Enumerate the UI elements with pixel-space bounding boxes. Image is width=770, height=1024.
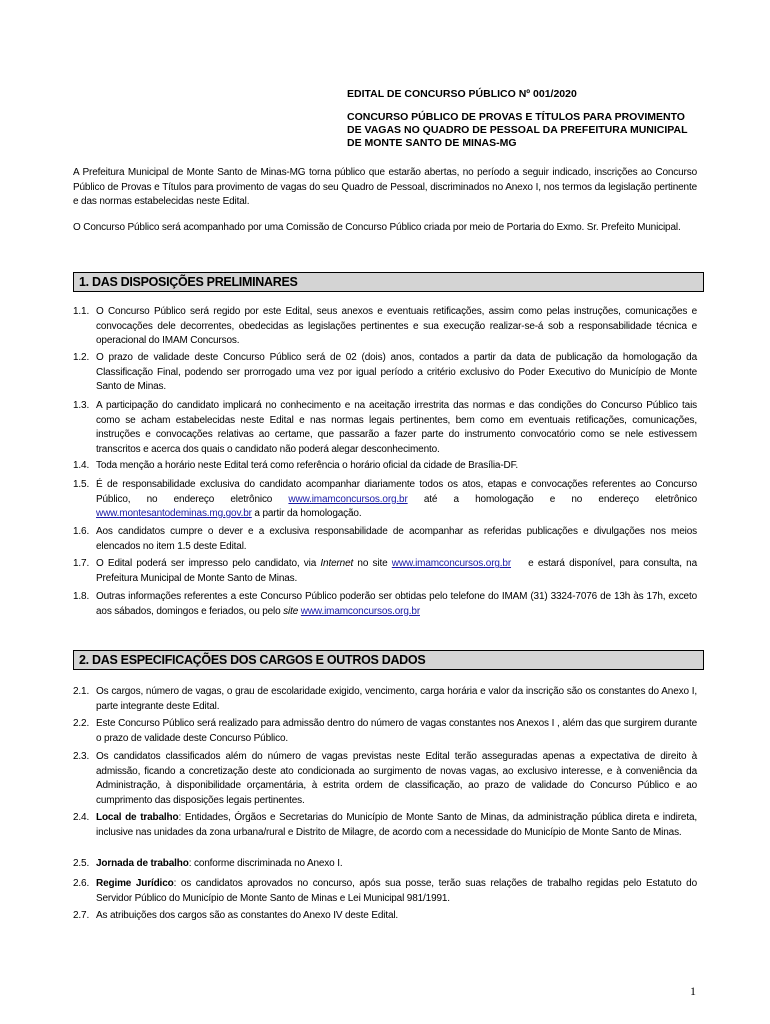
- item-text: [96, 811, 697, 840]
- item-text: As atribuições dos cargos são as constantes do Anexo IV deste Edital.: [96, 910, 399, 921]
- item-2-6: [73, 877, 697, 906]
- section-2-heading: [73, 650, 704, 670]
- intro-paragraph-1: A Prefeitura Municipal de Monte Santo de Minas-MG torna público que estarão abertas, no período a seguir indicado, inscrições ao Concurso Público de Provas e Títulos para provimento de vagas do seu Quadro de Pessoal, discriminados no Anexo I, nos termos da legislação pertinente e das normas estabelecidas neste Edital.: [73, 167, 697, 207]
- item-text: [96, 557, 700, 586]
- item-text: Os cargos, número de vagas, o grau de escolaridade exigido, vencimento, carga horária e valor da inscrição são os constantes do Anexo I, parte integrante deste Edital.: [96, 686, 697, 712]
- section-1-heading: [73, 272, 704, 292]
- item-text: [96, 857, 697, 872]
- item-2-7: [73, 909, 697, 924]
- item-number: 1.4.: [73, 460, 90, 471]
- item-number: 1.3.: [73, 400, 90, 411]
- item-text-part: O Edital poderá ser impresso pelo candidato, via: [96, 558, 321, 569]
- item-number: 1.8.: [73, 591, 90, 602]
- item-2-3: [73, 750, 697, 808]
- item-1-1: [73, 305, 697, 349]
- item-number: 1.1.: [73, 306, 90, 317]
- item-text: O prazo de validade deste Concurso Público será de 02 (dois) anos, contados a partir da data de publicação da homologação da Classificação Final, podendo ser prorrogado uma vez por igual período a critério exclusivo do Poder Executivo do Município de Monte Santo de Minas.: [96, 352, 697, 392]
- edital-subtitle-line-2: DE VAGAS NO QUADRO DE PESSOAL DA PREFEITURA MUNICIPAL: [347, 124, 688, 136]
- item-text-part: a partir da homologação.: [251, 508, 362, 519]
- item-text-italic: site: [283, 605, 299, 617]
- item-text-part: : os candidatos aprovados no concurso, após sua posse, terão suas relações de trabalho regidas pelo Estatuto do Servidor Público do Município de Monte Santo de Minas e Lei Municipal 981/1991.: [96, 878, 697, 904]
- imam-website-link[interactable]: www.imamconcursos.org.br: [300, 605, 420, 617]
- item-number: 2.5.: [73, 858, 90, 869]
- item-number: 2.6.: [73, 878, 90, 889]
- item-text: Este Concurso Público será realizado para admissão dentro do número de vagas constantes nos Anexos I , além das que surgirem durante o prazo de validade deste Concurso Público.: [96, 718, 697, 744]
- item-2-2: [73, 717, 697, 746]
- item-text-part: e estará disponível, para consulta, na Prefeitura Municipal de Monte Santo de Minas.: [96, 558, 700, 584]
- item-number: 1.2.: [73, 352, 90, 363]
- item-text-part: até a homologação e no endereço eletrônico: [407, 493, 697, 505]
- intro-paragraph-2: O Concurso Público será acompanhado por uma Comissão de Concurso Público criada por meio de Portaria do Exmo. Sr. Prefeito Municipal.: [73, 222, 681, 233]
- prefeitura-website-link[interactable]: www.montesantodeminas.mg.gov.br: [96, 508, 252, 519]
- item-2-5: [73, 857, 697, 872]
- item-1-6: [73, 525, 697, 554]
- item-number: 2.1.: [73, 686, 90, 697]
- page-number: 1: [690, 984, 696, 998]
- item-1-4: [73, 459, 697, 474]
- item-text: A participação do candidato implicará no conhecimento e na aceitação irrestrita das normas e das condições do Concurso Público tais como se acham estabelecidas neste Edital e nas normas legais pertinentes, bem como em eventuais retificações, comunicações, instruções e convocações relativas ao certame, que passarão a fazer parte do instrumento convocatório como se nele estivessem transcritos e acerca dos quais o candidato não poderá alegar desconhecimento.: [96, 400, 697, 455]
- item-2-1: [73, 685, 697, 714]
- item-text-italic: Internet: [320, 558, 354, 569]
- item-text-part: : Entidades, Órgãos e Secretarias do Município de Monte Santo de Minas, da administração pública direta e indireta, inclusive nas unidades da zona urbana/rural e Distrito de Milagre, de acordo com a necessidade do Município de Monte Santo de Minas.: [96, 812, 697, 838]
- item-text-bold: Jornada de trabalho: [96, 858, 189, 869]
- item-text-part: Outras informações referentes a este Concurso Público poderão ser obtidas pelo telefone do IMAM (31) 3324-7076 de 13h às 17h, exceto aos sábados, domingos e feriados, ou pelo: [96, 591, 697, 617]
- item-number: 2.3.: [73, 751, 90, 762]
- edital-subtitle-line-3: DE MONTE SANTO DE MINAS-MG: [347, 137, 517, 149]
- item-1-3: [73, 399, 697, 457]
- item-text: Toda menção a horário neste Edital terá como referência o horário oficial da cidade de Brasília-DF.: [96, 460, 519, 471]
- item-text: O Concurso Público será regido por este Edital, seus anexos e eventuais retificações, assim como pelas instruções, comunicações e convocações dele decorrentes, obedecidas as legislações pertinentes e sua execução realizar-se-á sob a responsabilidade técnica e operacional do IMAM Concursos.: [96, 306, 697, 346]
- item-1-5: [73, 478, 697, 522]
- item-text: [96, 478, 697, 522]
- item-number: 1.6.: [73, 526, 90, 537]
- item-number: 2.7.: [73, 910, 90, 921]
- item-text-bold: Local de trabalho: [96, 812, 179, 823]
- item-text: Aos candidatos cumpre o dever e a exclusiva responsabilidade de acompanhar as referidas publicações e divulgações nos meios elencados no item 1.5 deste Edital.: [96, 526, 697, 552]
- section-1-title: 1. DAS DISPOSIÇÕES PRELIMINARES: [79, 275, 298, 289]
- item-text-bold: Regime Jurídico: [96, 878, 174, 889]
- imam-website-link[interactable]: www.imamconcursos.org.br: [391, 558, 512, 569]
- item-1-2: [73, 351, 697, 395]
- item-number: 2.2.: [73, 718, 90, 729]
- item-text: [96, 877, 697, 906]
- item-number: 2.4.: [73, 812, 90, 823]
- item-1-8: [73, 590, 697, 619]
- item-text-part: : conforme discriminada no Anexo I.: [188, 858, 343, 869]
- imam-website-link[interactable]: www.imamconcursos.org.br: [288, 493, 408, 505]
- item-text-part: É de responsabilidade exclusiva do candidato acompanhar diariamente todos os atos, etapas e convocações referentes ao Concurso Público, no endereço eletrônico: [96, 479, 697, 505]
- item-number: 1.7.: [73, 558, 90, 569]
- edital-subtitle-line-1: CONCURSO PÚBLICO DE PROVAS E TÍTULOS PARA PROVIMENTO: [347, 111, 685, 123]
- item-2-4: [73, 811, 697, 840]
- item-text: [96, 590, 697, 619]
- section-2-title: 2. DAS ESPECIFICAÇÕES DOS CARGOS E OUTROS DADOS: [79, 653, 426, 667]
- item-text-part: no site: [353, 558, 392, 569]
- item-1-7: [73, 557, 700, 586]
- edital-title: EDITAL DE CONCURSO PÚBLICO Nº 001/2020: [347, 88, 577, 100]
- item-number: 1.5.: [73, 479, 90, 490]
- item-text: Os candidatos classificados além do número de vagas previstas neste Edital terão asseguradas apenas a expectativa de direito à admissão, ficando a concretização deste ato condicionada ao surgimento de novas vagas, ao exclusivo interesse, e à conveniência da Administração, à disponibilidade orçamentária, à estrita ordem de classificação, ao prazo de validade do Concurso Público e ao cumprimento das disposições legais pertinentes.: [96, 751, 697, 806]
- edital-header: [347, 88, 707, 150]
